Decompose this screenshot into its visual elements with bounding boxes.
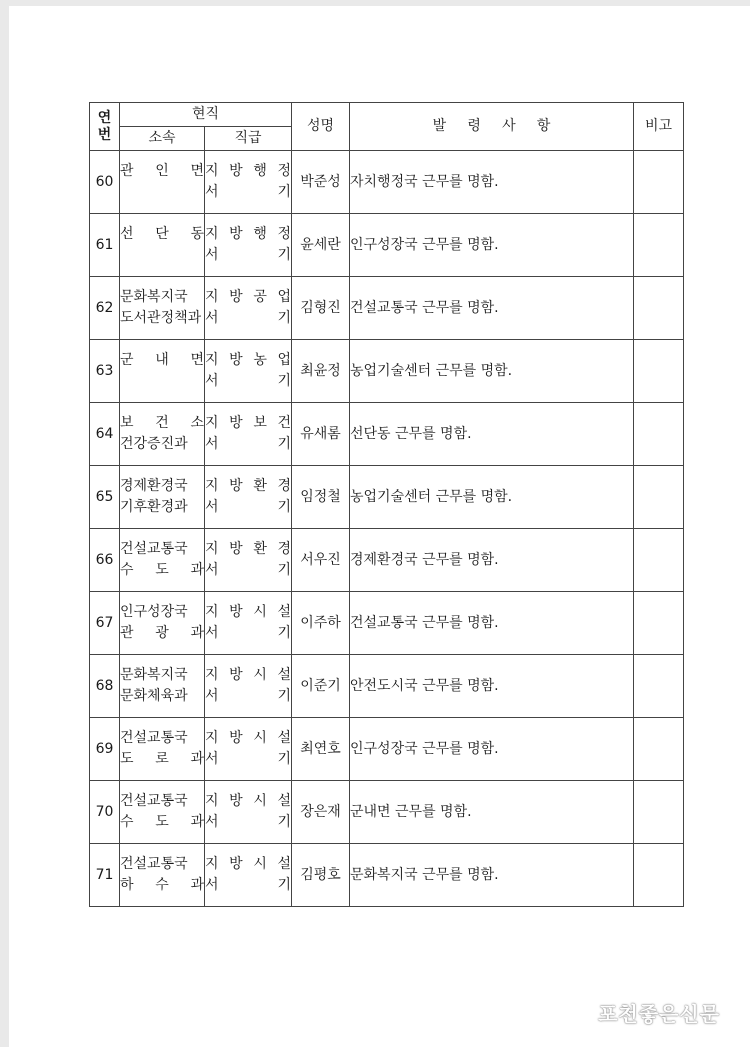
document-page	[9, 6, 750, 1047]
department-line-1: 건설교통국	[120, 730, 188, 746]
grade-line-1: 지 방 시 설	[205, 667, 291, 683]
department-cell	[120, 592, 205, 655]
department-line-2	[120, 245, 204, 266]
table-row	[90, 151, 684, 214]
personnel-order-table	[89, 102, 684, 907]
department-line-1: 군 내 면	[120, 352, 204, 368]
grade-cell	[205, 529, 292, 592]
name-cell: 김형진	[292, 277, 350, 340]
serial-number-cell: 63	[90, 340, 120, 403]
order-cell: 건설교통국 근무를 명함.	[350, 277, 634, 340]
department-cell	[120, 403, 205, 466]
department-cell	[120, 151, 205, 214]
grade-line-1: 지 방 행 정	[205, 226, 291, 242]
note-cell	[634, 466, 684, 529]
header-name: 성명	[292, 103, 350, 151]
department-line-1: 건설교통국	[120, 793, 188, 809]
department-line-2: 수 도 과	[120, 562, 204, 578]
serial-number-cell: 70	[90, 781, 120, 844]
department-line-2: 문화체육과	[120, 688, 188, 704]
grade-cell	[205, 151, 292, 214]
department-line-2	[120, 182, 204, 203]
department-line-1: 보 건 소	[120, 415, 204, 431]
order-cell: 농업기술센터 근무를 명함.	[350, 466, 634, 529]
name-cell: 임정철	[292, 466, 350, 529]
table-row	[90, 403, 684, 466]
department-line-1: 인구성장국	[120, 604, 188, 620]
department-cell	[120, 529, 205, 592]
order-cell: 건설교통국 근무를 명함.	[350, 592, 634, 655]
serial-number-cell: 66	[90, 529, 120, 592]
grade-line-2: 서 기	[205, 436, 291, 452]
department-line-1: 건설교통국	[120, 856, 188, 872]
department-line-1: 문화복지국	[120, 667, 188, 683]
serial-number-cell: 62	[90, 277, 120, 340]
serial-number-cell: 65	[90, 466, 120, 529]
serial-number-cell: 60	[90, 151, 120, 214]
serial-number-cell: 71	[90, 844, 120, 907]
order-cell: 경제환경국 근무를 명함.	[350, 529, 634, 592]
grade-line-2: 서 기	[205, 625, 291, 641]
grade-line-2: 서 기	[205, 751, 291, 767]
grade-cell	[205, 214, 292, 277]
department-line-2: 도 로 과	[120, 751, 204, 767]
table-row	[90, 718, 684, 781]
header-grade: 직급	[205, 127, 292, 151]
order-cell: 선단동 근무를 명함.	[350, 403, 634, 466]
grade-line-2: 서 기	[205, 814, 291, 830]
name-cell: 유새롬	[292, 403, 350, 466]
department-line-2	[120, 371, 204, 392]
department-cell	[120, 844, 205, 907]
table-row	[90, 592, 684, 655]
grade-line-1: 지 방 보 건	[205, 415, 291, 431]
header-serial-bottom: 번	[97, 126, 112, 143]
name-cell: 장은재	[292, 781, 350, 844]
table-row	[90, 466, 684, 529]
newspaper-watermark: 포천좋은신문	[598, 1002, 720, 1026]
grade-cell	[205, 403, 292, 466]
grade-line-2: 서 기	[205, 184, 291, 200]
note-cell	[634, 214, 684, 277]
grade-line-2: 서 기	[205, 688, 291, 704]
department-cell	[120, 214, 205, 277]
department-line-1: 건설교통국	[120, 541, 188, 557]
department-cell	[120, 655, 205, 718]
department-cell	[120, 340, 205, 403]
note-cell	[634, 592, 684, 655]
grade-cell	[205, 277, 292, 340]
serial-number-cell: 64	[90, 403, 120, 466]
name-cell: 최연호	[292, 718, 350, 781]
header-row-1	[90, 103, 684, 127]
note-cell	[634, 529, 684, 592]
note-cell	[634, 277, 684, 340]
header-current-position: 현직	[120, 103, 292, 127]
department-line-2: 건강증진과	[120, 436, 188, 452]
table-row	[90, 781, 684, 844]
note-cell	[634, 151, 684, 214]
department-cell	[120, 277, 205, 340]
department-line-1: 경제환경국	[120, 478, 188, 494]
department-line-2: 기후환경과	[120, 499, 188, 515]
grade-cell	[205, 718, 292, 781]
name-cell: 서우진	[292, 529, 350, 592]
grade-cell	[205, 655, 292, 718]
grade-line-2: 서 기	[205, 310, 291, 326]
department-cell	[120, 718, 205, 781]
grade-cell	[205, 844, 292, 907]
grade-line-2: 서 기	[205, 247, 291, 263]
department-line-2: 하 수 과	[120, 877, 204, 893]
order-cell: 농업기술센터 근무를 명함.	[350, 340, 634, 403]
order-cell: 인구성장국 근무를 명함.	[350, 718, 634, 781]
name-cell: 최윤정	[292, 340, 350, 403]
name-cell: 윤세란	[292, 214, 350, 277]
header-serial-number	[90, 103, 120, 151]
order-cell: 인구성장국 근무를 명함.	[350, 214, 634, 277]
table-row	[90, 340, 684, 403]
table-row	[90, 214, 684, 277]
grade-line-1: 지 방 농 업	[205, 352, 291, 368]
grade-cell	[205, 592, 292, 655]
department-line-1: 선 단 동	[120, 226, 204, 242]
department-line-2: 도서관정책과	[120, 310, 202, 326]
grade-line-1: 지 방 환 경	[205, 478, 291, 494]
name-cell: 박준성	[292, 151, 350, 214]
serial-number-cell: 61	[90, 214, 120, 277]
order-cell: 군내면 근무를 명함.	[350, 781, 634, 844]
order-cell: 안전도시국 근무를 명함.	[350, 655, 634, 718]
grade-line-2: 서 기	[205, 877, 291, 893]
note-cell	[634, 844, 684, 907]
department-cell	[120, 466, 205, 529]
grade-line-2: 서 기	[205, 562, 291, 578]
grade-line-1: 지 방 환 경	[205, 541, 291, 557]
grade-line-1: 지 방 공 업	[205, 289, 291, 305]
department-line-2: 관 광 과	[120, 625, 204, 641]
department-line-1: 문화복지국	[120, 289, 188, 305]
grade-line-1: 지 방 시 설	[205, 793, 291, 809]
table-row	[90, 277, 684, 340]
grade-line-2: 서 기	[205, 499, 291, 515]
grade-line-1: 지 방 시 설	[205, 730, 291, 746]
header-serial-top: 연	[97, 109, 112, 126]
department-line-2: 수 도 과	[120, 814, 204, 830]
table-body	[90, 151, 684, 907]
department-cell	[120, 781, 205, 844]
grade-cell	[205, 466, 292, 529]
note-cell	[634, 781, 684, 844]
grade-line-1: 지 방 행 정	[205, 163, 291, 179]
order-cell: 문화복지국 근무를 명함.	[350, 844, 634, 907]
header-note: 비고	[634, 103, 684, 151]
serial-number-cell: 67	[90, 592, 120, 655]
table-row	[90, 529, 684, 592]
table-row	[90, 655, 684, 718]
grade-cell	[205, 781, 292, 844]
grade-line-2: 서 기	[205, 373, 291, 389]
department-line-1: 관 인 면	[120, 163, 204, 179]
order-cell: 자치행정국 근무를 명함.	[350, 151, 634, 214]
grade-cell	[205, 340, 292, 403]
header-order: 발 령 사 항	[350, 103, 634, 151]
table-row	[90, 844, 684, 907]
name-cell: 이준기	[292, 655, 350, 718]
grade-line-1: 지 방 시 설	[205, 856, 291, 872]
serial-number-cell: 68	[90, 655, 120, 718]
serial-number-cell: 69	[90, 718, 120, 781]
note-cell	[634, 403, 684, 466]
note-cell	[634, 655, 684, 718]
grade-line-1: 지 방 시 설	[205, 604, 291, 620]
name-cell: 김평호	[292, 844, 350, 907]
note-cell	[634, 718, 684, 781]
header-department: 소속	[120, 127, 205, 151]
name-cell: 이주하	[292, 592, 350, 655]
note-cell	[634, 340, 684, 403]
